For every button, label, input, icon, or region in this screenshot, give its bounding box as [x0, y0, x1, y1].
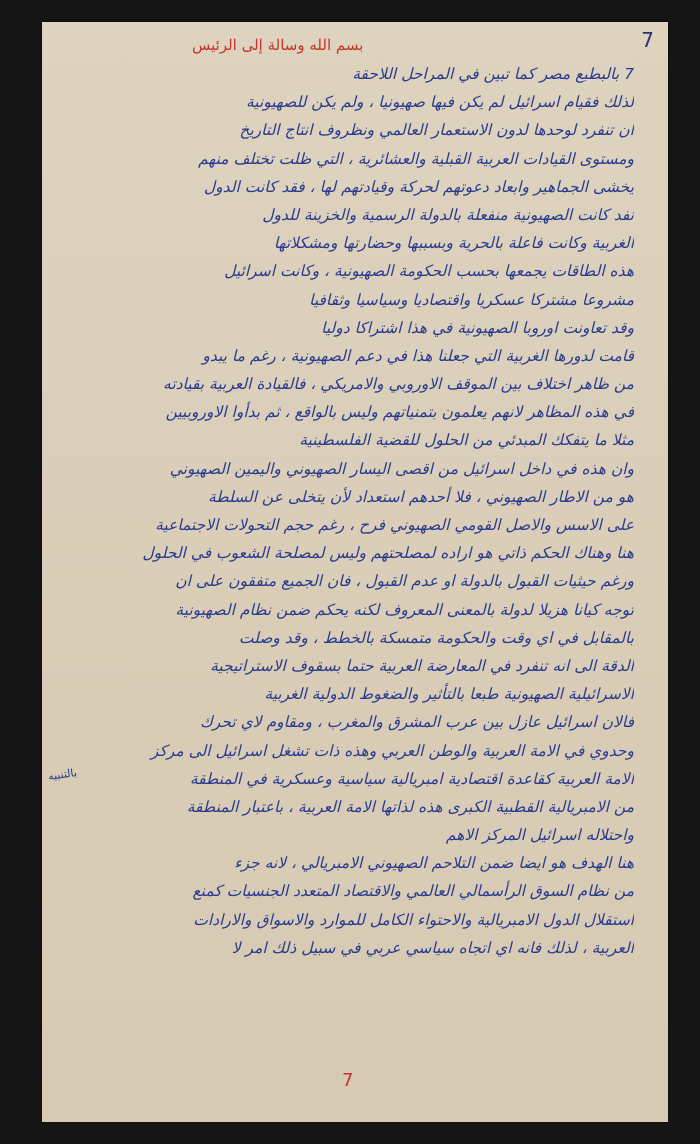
text-line: نفد كانت الصهيونية منفعلة بالدولة الرسمية والخزينة للدول [262, 205, 634, 224]
text-line: هنا الهدف هو ايضا ضمن التلاحم الصهيوني الامبريالي ، لانه جزء [234, 854, 634, 873]
text-line: لذلك فقيام اسرائيل لم يكن فيها صهيونيا ، ولم يكن للصهيونية [245, 93, 634, 112]
text-line: الاسرائيلية الصهيونية طبعا بالتأثير والضغوط الدولية الغربية [264, 685, 634, 704]
text-line: بالمقابل في اي وقت والحكومة متمسكة بالخطط ، وقد وصلت [238, 628, 634, 647]
text-line: وان هذه في داخل اسرائيل من اقصى اليسار الصهيوني واليمين الصهيوني [169, 459, 634, 478]
text-line: يخشى الجماهير وابعاد دعوتهم لحركة وقيادتهم لها ، فقد كانت الدول [203, 177, 634, 196]
text-line: الامة العربية كقاعدة اقتصادية امبريالية سياسية وعسكرية في المنطقة [189, 769, 634, 788]
text-line: هو من الاطار الصهيوني ، فلا أحدهم استعداد لأن يتخلى عن السلطة [207, 487, 634, 506]
text-line: في هذه المظاهر لانهم يعلمون بتمنياتهم وليس بالواقع ، ثم بدأوا الاوروبيين [165, 403, 634, 422]
text-line: مثلا ما يتفكك المبدئي من الحلول للقضية الفلسطينية [299, 431, 634, 450]
text-line: على الاسس والاصل القومي الصهيوني فرح ، رغم حجم التحولات الاجتماعية [155, 516, 634, 534]
bottom-red-mark: 7 [342, 1070, 354, 1091]
text-line: 7 بالبطبع مصر كما تبين في المراحل اللاحقة [352, 65, 634, 83]
text-line: الغربية وكانت فاعلة بالحرية وبسببها وحضارتها ومشكلاتها [273, 234, 634, 253]
text-line: استقلال الدول الامبريالية والاحتواء الكامل للموارد والاسواق والارادات [193, 910, 634, 929]
margin-note: بالتنبيه [47, 766, 78, 783]
text-line: ومستوى القيادات العربية القبلية والعشائرية ، التي ظلت تختلف منهم [198, 149, 634, 168]
text-line: واحتلاله اسرائيل المركز الاهم [445, 826, 634, 845]
text-line: وقد تعاونت اوروبا الصهيونية في هذا اشتراكا دوليا [321, 318, 634, 337]
text-line: ورغم حيثيات القبول بالدولة او عدم القبول ، فان الجميع متفقون على ان [175, 572, 634, 591]
red-header-note: بسم الله وسالة إلى الرئيس [192, 36, 364, 54]
text-line: وحدوي في الامة العربية والوطن العربي وهذه ذات تشغل اسرائيل الى مركز [150, 741, 634, 760]
manuscript-page [42, 22, 668, 1122]
page-number: 7 [641, 28, 654, 52]
text-line: مشروعا مشتركا عسكريا واقتصاديا وسياسيا وثقافيا [309, 290, 634, 309]
text-line: هنا وهناك الحكم ذاتي هو اراده لمصلحتهم وليس لمصلحة الشعوب في الحلول [142, 544, 634, 563]
text-line: من ظاهر اختلاف بين الموقف الاوروبي والامريكي ، فالقيادة العربية بقيادته [163, 375, 634, 394]
text-line: العربية ، لذلك فانه اي اتجاه سياسي عربي في سبيل ذلك امر لا [231, 938, 634, 957]
handwritten-text-block [60, 60, 634, 962]
text-line: فالان اسرائيل عازل بين عرب المشرق والمغرب ، ومقاوم لاي تحرك [200, 713, 634, 732]
text-line: الدقة الى انه تنفرد في المعارضة العربية حتما بسقوف الاستراتيجية [210, 656, 634, 675]
text-line: من نظام السوق الرأسمالي العالمي والاقتصاد المتعدد الجنسيات كمنع [192, 882, 634, 901]
text-line: توجه كيانا هزيلا لدولة بالمعنى المعروف لكنه يحكم ضمن نظام الصهيونية [175, 600, 634, 619]
text-line: ان تنفرد لوحدها لدون الاستعمار العالمي ونظروف انتاج التاريخ [239, 121, 634, 140]
text-line: قامت لدورها الغربية التي جعلنا هذا في دعم الصهيونية ، رغم ما يبدو [202, 346, 634, 365]
text-line: من الامبريالية القطبية الكبرى هذه لذاتها الامة العربية ، باعتبار المنطقة [186, 797, 634, 816]
text-line: هذه الطاقات يجمعها بحسب الحكومة الصهيونية ، وكانت اسرائيل [224, 262, 634, 281]
